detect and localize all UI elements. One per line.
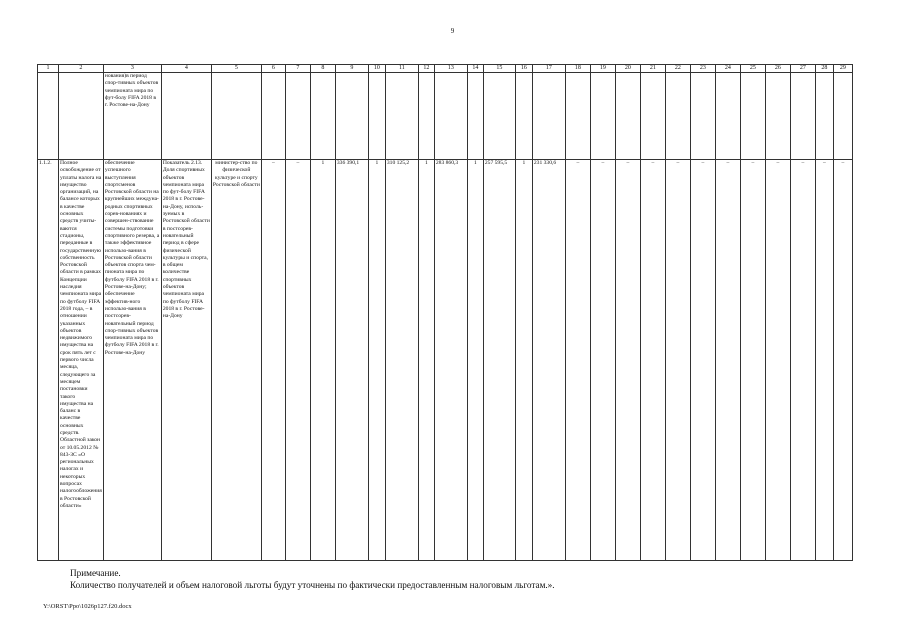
col-header: 28: [815, 65, 833, 73]
col-header: 2: [59, 65, 104, 73]
col-header: 19: [590, 65, 615, 73]
col-header: 4: [161, 65, 211, 73]
value-cell: 1: [368, 160, 385, 561]
header-row: [38, 65, 853, 73]
col-header: 24: [715, 65, 740, 73]
table-row: [38, 160, 853, 561]
col-header: 22: [665, 65, 690, 73]
value-cell: –: [715, 160, 740, 561]
value-cell: –: [833, 160, 852, 561]
table-row: [38, 73, 853, 160]
goal-cell: обеспечение успешного выступления спортсменов Ростовской области на крупнейших междуна-родных спортивных сорев-нованиях и совершен-ствование системы подготовки спортивного резерва, а также эффективное использо-вания в Ростовской области объектов спорта чем-пионата мира по футболу FIFA 2018 в г. Ростове-на-Дону; обеспечение эффектив-ного использо-вания в постсорев-новательный период спор-тивных объектов чемпионата мира по футболу FIFA 2018 в г. Ростове-на-Дону: [103, 160, 161, 561]
col-header: 1: [38, 65, 59, 73]
col-header: 13: [434, 65, 467, 73]
col-header: 14: [467, 65, 483, 73]
col-header: 20: [615, 65, 640, 73]
value-cell: –: [261, 160, 285, 561]
col-header: 18: [565, 65, 590, 73]
value-cell: 1: [418, 160, 434, 561]
curator-cell: министер-ство по физической культуре и спорту Ростовской области: [211, 160, 261, 561]
col-header: 26: [765, 65, 790, 73]
value-cell: –: [665, 160, 690, 561]
value-cell: –: [815, 160, 833, 561]
benefit-description: Полное освобождение от уплаты налога на имущество организаций, на балансе которых в качестве основных средств учиты-ваются стадионы, переданные в государственную собственность Ростовской области в рамках Концепции наследия чемпионата мира по футболу FIFA 2018 года, – в отношении указанных объектов недвижимого имущества на срок пять лет с первого числа месяца, следующего за месяцем постановки такого имущества на баланс в качестве основных средств. Областной закон от 10.05.2012 № 843-ЗС «О региональных налогах и некоторых вопросах налогообложения в Ростовской области»: [59, 160, 104, 561]
value-cell: 1: [467, 160, 483, 561]
row-cell-goal-continued: нования)в период спор-тивных объектов чемпионата мира по фут-болу FIFA 2018 в г. Ростове-на-Дону: [103, 73, 161, 160]
value-cell: –: [615, 160, 640, 561]
value-cell: 1: [515, 160, 532, 561]
footer-file-path: Y:\ORST\Ppo\1026p127.f20.docx: [43, 603, 132, 610]
col-header: 15: [483, 65, 515, 73]
col-header: 7: [285, 65, 310, 73]
col-header: 25: [740, 65, 765, 73]
value-cell: 231 330,6: [532, 160, 565, 561]
col-header: 3: [103, 65, 161, 73]
value-cell: –: [790, 160, 815, 561]
value-cell: 336 390,1: [335, 160, 368, 561]
col-header: 27: [790, 65, 815, 73]
col-header: 23: [690, 65, 715, 73]
value-cell: –: [285, 160, 310, 561]
value-cell: –: [565, 160, 590, 561]
col-header: 17: [532, 65, 565, 73]
note-text: Количество получателей и объем налоговой льготы будут уточнены по фактически предоставленным налоговым льготам.».: [70, 580, 555, 590]
col-header: 8: [310, 65, 335, 73]
col-header: 9: [335, 65, 368, 73]
col-header: 10: [368, 65, 385, 73]
col-header: 29: [833, 65, 852, 73]
col-header: 6: [261, 65, 285, 73]
row-number: 1.1.2.: [38, 160, 59, 561]
value-cell: –: [740, 160, 765, 561]
value-cell: –: [690, 160, 715, 561]
note-block: [70, 567, 555, 591]
page-number: 9: [450, 27, 455, 35]
col-header: 12: [418, 65, 434, 73]
value-cell: –: [765, 160, 790, 561]
data-table: [37, 64, 853, 561]
value-cell: –: [590, 160, 615, 561]
col-header: 5: [211, 65, 261, 73]
value-cell: 283 860,3: [434, 160, 467, 561]
col-header: 21: [640, 65, 665, 73]
value-cell: 310 125,2: [385, 160, 418, 561]
note-title: Примечание.: [70, 568, 121, 578]
value-cell: 257 595,5: [483, 160, 515, 561]
indicator-cell: Показатель 2.13. Доля спортивных объектов чемпионата мира по фут-болу FIFA 2018 в г. Ростове-на-Дону, исполь-зуемых в Ростовской области в постсорев-новательный период в сфере физической культуры и спорта, в общем количестве спортивных объектов чемпионата мира по футболу FIFA 2018 в г. Ростове-на-Дону: [161, 160, 211, 561]
col-header: 11: [385, 65, 418, 73]
col-header: 16: [515, 65, 532, 73]
value-cell: 1: [310, 160, 335, 561]
value-cell: –: [640, 160, 665, 561]
